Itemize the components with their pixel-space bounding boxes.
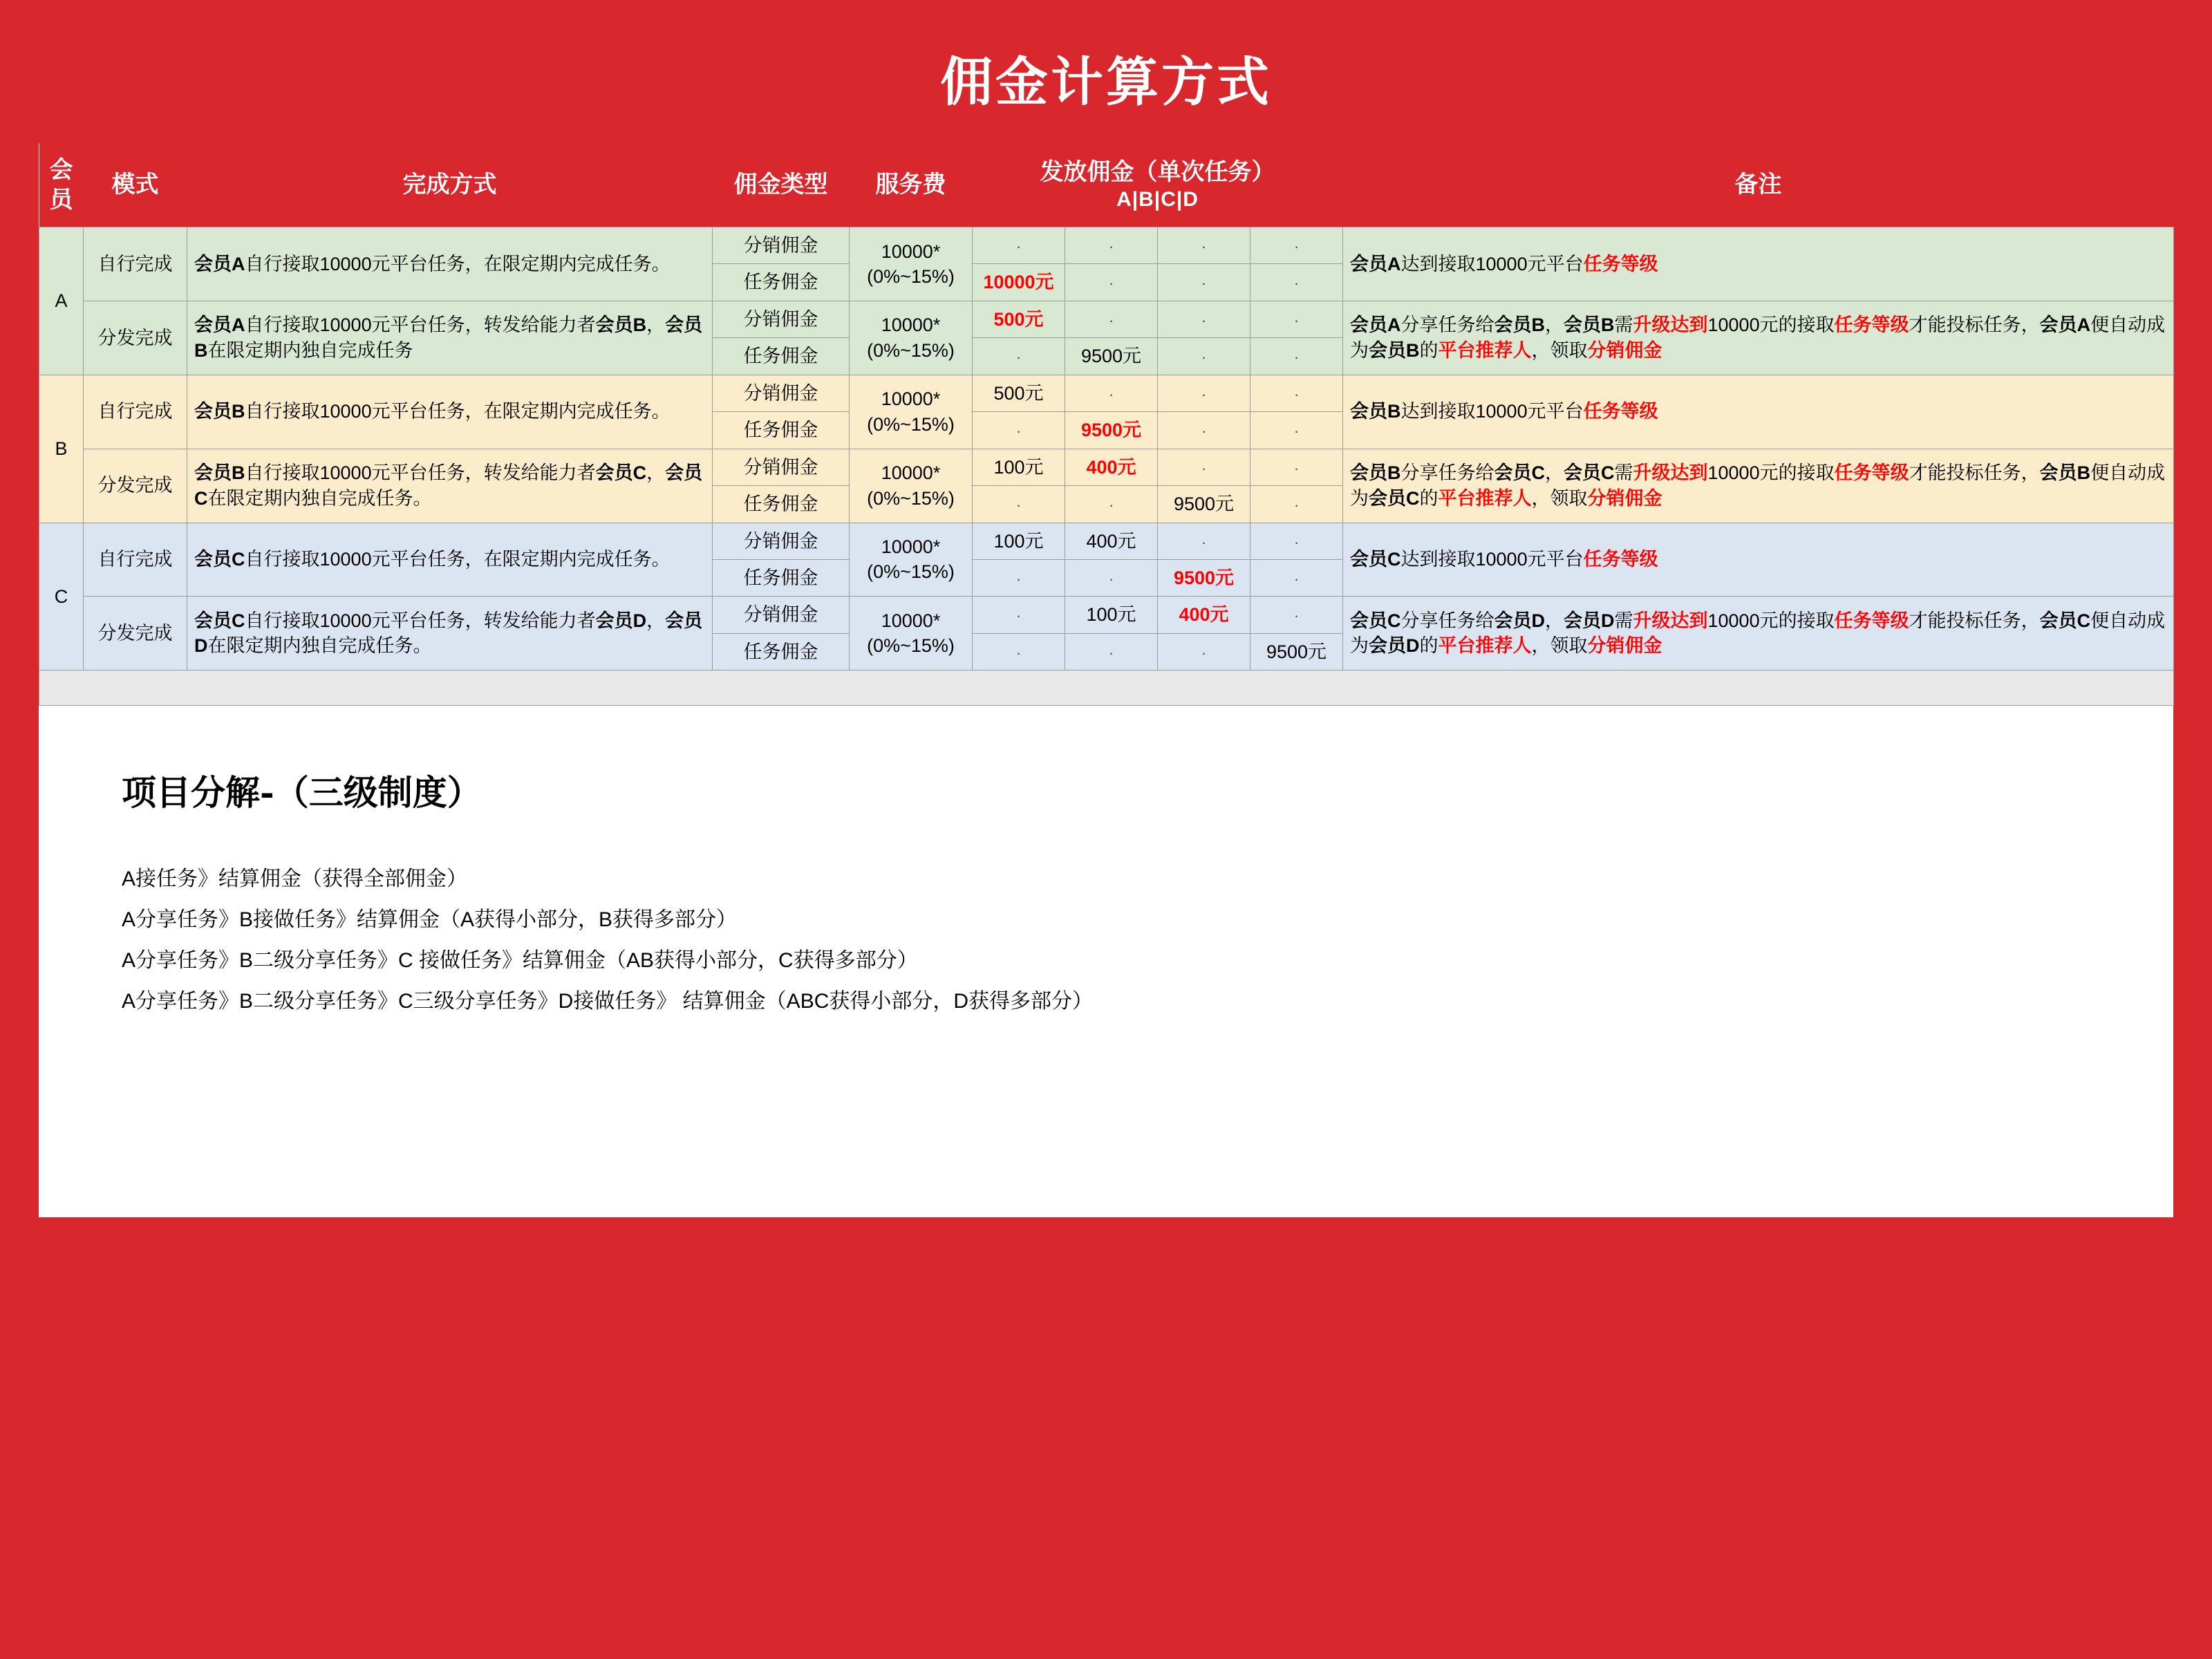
header-mode: 模式 — [84, 143, 187, 227]
method-cell: 会员A自行接取10000元平台任务，转发给能力者会员B，会员B在限定期内独自完成任务 — [187, 301, 713, 375]
table-spacer — [39, 671, 2174, 706]
mode-cell: 自行完成 — [84, 375, 187, 449]
payout-cell: · — [1250, 597, 1343, 633]
payout-cell: 9500元 — [1065, 412, 1158, 449]
commission-type-cell: 分销佣金 — [713, 301, 850, 337]
payout-cell: · — [1250, 412, 1343, 449]
breakdown-line: A分享任务》B接做任务》结算佣金（A获得小部分，B获得多部分） — [122, 908, 738, 932]
payout-cell: 400元 — [1158, 597, 1250, 633]
payout-cell: · — [1250, 449, 1343, 485]
mode-cell: 自行完成 — [84, 523, 187, 597]
payout-cell: 9500元 — [1158, 559, 1250, 596]
breakdown-line: A分享任务》B二级分享任务》C 接做任务》结算佣金（AB获得小部分，C获得多部分） — [122, 949, 918, 973]
breakdown-line: A接任务》结算佣金（获得全部佣金） — [122, 868, 468, 891]
payout-cell: · — [973, 338, 1065, 375]
service-fee-cell: 10000* (0%~15%) — [850, 301, 973, 375]
payout-cell: · — [1158, 301, 1250, 337]
payout-cell: 10000元 — [973, 264, 1065, 301]
payout-cell: · — [1158, 375, 1250, 411]
payout-cell: · — [973, 633, 1065, 670]
commission-type-cell: 分销佣金 — [713, 523, 850, 559]
note-cell: 会员A达到接取10000元平台任务等级 — [1343, 227, 2174, 301]
service-fee-cell: 10000* (0%~15%) — [850, 523, 973, 597]
header-payout-label: 发放佣金（单次任务） — [1040, 158, 1275, 185]
payout-cell: · — [1065, 375, 1158, 411]
breakdown-lines — [80, 863, 2132, 1017]
method-cell: 会员C自行接取10000元平台任务，转发给能力者会员D，会员D在限定期内独自完成任务。 — [187, 597, 713, 671]
note-cell: 会员C达到接取10000元平台任务等级 — [1343, 523, 2174, 597]
method-cell: 会员B自行接取10000元平台任务，在限定期内完成任务。 — [187, 375, 713, 449]
payout-cell: · — [973, 412, 1065, 449]
payout-cell: · — [1250, 375, 1343, 411]
service-fee-cell: 10000* (0%~15%) — [850, 227, 973, 301]
method-cell: 会员C自行接取10000元平台任务，在限定期内完成任务。 — [187, 523, 713, 597]
table-row — [39, 597, 2174, 633]
payout-cell: 9500元 — [1065, 338, 1158, 375]
header-commission-type: 佣金类型 — [713, 143, 850, 227]
note-cell: 会员A分享任务给会员B，会员B需升级达到10000元的接取任务等级才能投标任务，会员A便自动成为会员B的平台推荐人，领取分销佣金 — [1343, 301, 2174, 375]
payout-cell: 100元 — [973, 449, 1065, 485]
table-row — [39, 449, 2174, 485]
commission-table — [39, 143, 2174, 706]
payout-cell: 500元 — [973, 301, 1065, 337]
payout-cell: · — [973, 597, 1065, 633]
method-cell: 会员B自行接取10000元平台任务，转发给能力者会员C，会员C在限定期内独自完成任务。 — [187, 449, 713, 523]
note-cell: 会员B分享任务给会员C，会员C需升级达到10000元的接取任务等级才能投标任务，会员B便自动成为会员C的平台推荐人，领取分销佣金 — [1343, 449, 2174, 523]
payout-cell: 9500元 — [1158, 486, 1250, 523]
commission-type-cell: 任务佣金 — [713, 486, 850, 523]
table-body — [39, 227, 2174, 706]
header-member: 会员 — [39, 143, 84, 227]
mode-cell: 自行完成 — [84, 227, 187, 301]
commission-table-container — [39, 143, 2173, 706]
commission-type-cell: 分销佣金 — [713, 449, 850, 485]
commission-type-cell: 任务佣金 — [713, 412, 850, 449]
payout-cell: · — [1250, 264, 1343, 301]
member-cell: C — [39, 523, 84, 671]
breakdown-line: A分享任务》B二级分享任务》C三级分享任务》D接做任务》 结算佣金（ABC获得小部分，D获得多部分） — [122, 990, 1094, 1013]
table-header-row — [39, 143, 2174, 227]
payout-cell: 500元 — [973, 375, 1065, 411]
payout-cell: 100元 — [973, 523, 1065, 559]
payout-cell: · — [1065, 486, 1158, 523]
payout-cell: · — [1250, 486, 1343, 523]
payout-cell: · — [1250, 227, 1343, 264]
header-note: 备注 — [1343, 143, 2174, 227]
commission-type-cell: 任务佣金 — [713, 338, 850, 375]
page-title: 佣金计算方式 — [940, 51, 1272, 113]
payout-cell: 100元 — [1065, 597, 1158, 633]
member-cell: A — [39, 227, 84, 375]
payout-cell: 400元 — [1065, 523, 1158, 559]
header-payout-sub: A|B|C|D — [1116, 188, 1199, 211]
member-cell: B — [39, 375, 84, 523]
payout-cell: · — [973, 486, 1065, 523]
payout-cell: · — [1250, 338, 1343, 375]
payout-cell: · — [973, 559, 1065, 596]
breakdown-heading: 项目分解-（三级制度） — [122, 772, 482, 814]
payout-cell: · — [1158, 523, 1250, 559]
commission-type-cell: 分销佣金 — [713, 597, 850, 633]
mode-cell: 分发完成 — [84, 449, 187, 523]
header-service-fee: 服务费 — [850, 143, 973, 227]
method-cell: 会员A自行接取10000元平台任务，在限定期内完成任务。 — [187, 227, 713, 301]
payout-cell: · — [973, 227, 1065, 264]
table-row — [39, 523, 2174, 559]
payout-cell: · — [1158, 227, 1250, 264]
payout-cell: · — [1065, 559, 1158, 596]
service-fee-cell: 10000* (0%~15%) — [850, 597, 973, 671]
note-cell: 会员B达到接取10000元平台任务等级 — [1343, 375, 2174, 449]
commission-type-cell: 任务佣金 — [713, 264, 850, 301]
payout-cell: · — [1065, 301, 1158, 337]
payout-cell: 400元 — [1065, 449, 1158, 485]
table-row — [39, 375, 2174, 411]
payout-cell: · — [1158, 264, 1250, 301]
payout-cell: · — [1158, 633, 1250, 670]
commission-type-cell: 任务佣金 — [713, 633, 850, 670]
table-spacer-cell — [39, 671, 2174, 706]
header-payout — [973, 143, 1343, 227]
payout-cell: · — [1065, 227, 1158, 264]
payout-cell: · — [1065, 633, 1158, 670]
payout-cell: · — [1158, 449, 1250, 485]
payout-cell: · — [1250, 523, 1343, 559]
commission-type-cell: 任务佣金 — [713, 559, 850, 596]
breakdown-section — [39, 706, 2173, 1217]
mode-cell: 分发完成 — [84, 597, 187, 671]
payout-cell: · — [1158, 338, 1250, 375]
payout-cell: 9500元 — [1250, 633, 1343, 670]
commission-type-cell: 分销佣金 — [713, 375, 850, 411]
payout-cell: · — [1250, 559, 1343, 596]
table-row — [39, 227, 2174, 264]
note-cell: 会员C分享任务给会员D，会员D需升级达到10000元的接取任务等级才能投标任务，会员C便自动成为会员D的平台推荐人，领取分销佣金 — [1343, 597, 2174, 671]
header-method: 完成方式 — [187, 143, 713, 227]
commission-type-cell: 分销佣金 — [713, 227, 850, 264]
payout-cell: · — [1158, 412, 1250, 449]
service-fee-cell: 10000* (0%~15%) — [850, 375, 973, 449]
payout-cell: · — [1065, 264, 1158, 301]
service-fee-cell: 10000* (0%~15%) — [850, 449, 973, 523]
table-row — [39, 301, 2174, 337]
payout-cell: · — [1250, 301, 1343, 337]
mode-cell: 分发完成 — [84, 301, 187, 375]
